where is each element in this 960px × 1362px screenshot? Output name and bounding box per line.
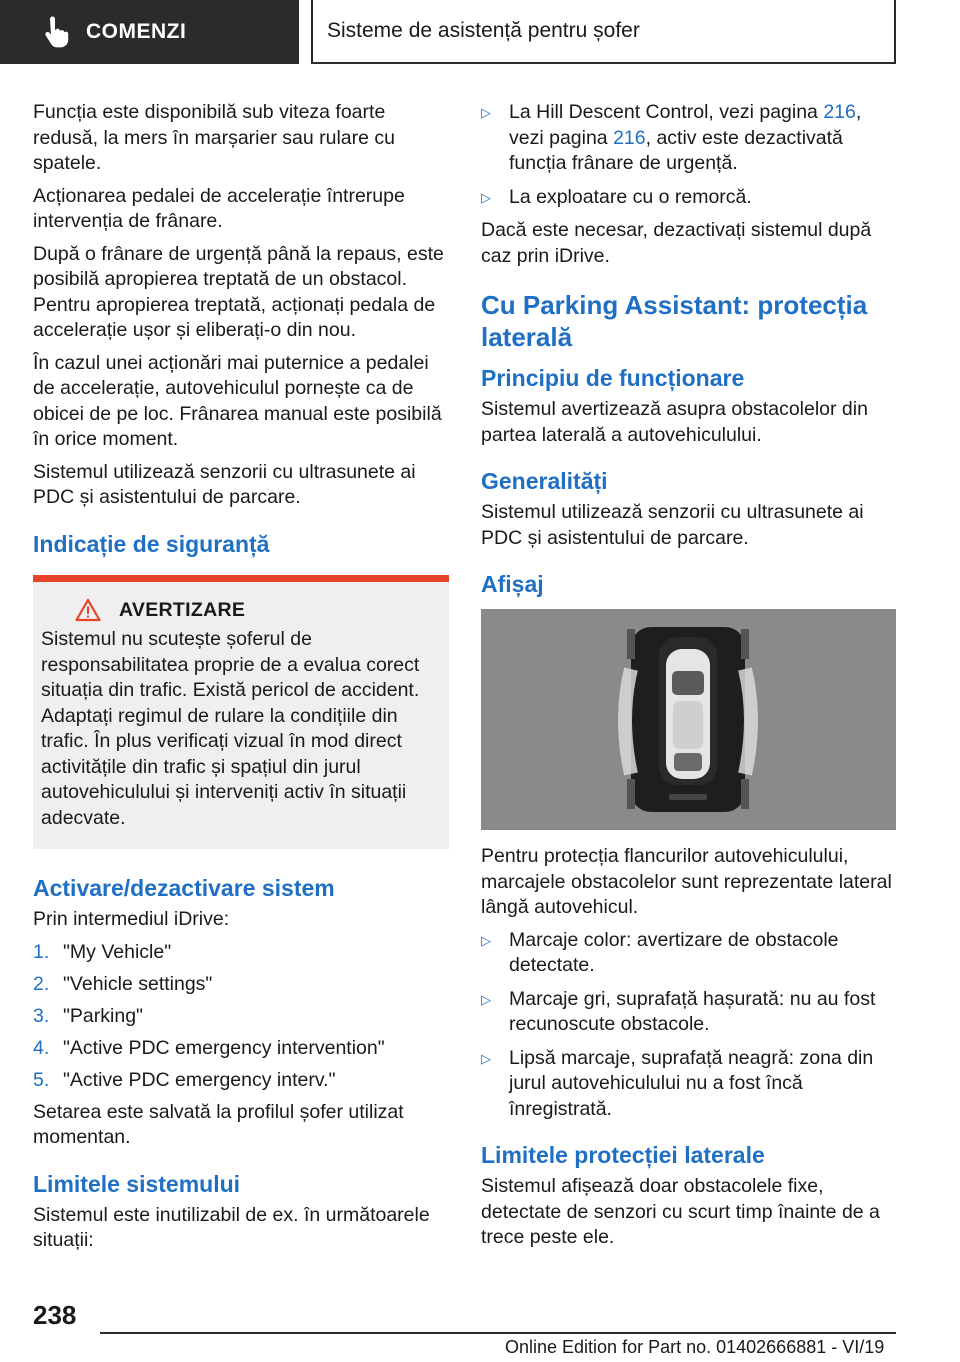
list-item: ▷ Lipsă marcaje, suprafață neagră: zona din jurul autovehiculului nu a fost încă înregistrată. (481, 1046, 896, 1123)
bullet-triangle-icon: ▷ (481, 105, 491, 120)
page-header (0, 0, 960, 66)
list-item: ▷ Marcaje color: avertizare de obstacole detectate. (481, 928, 896, 979)
paragraph: Sistemul avertizează asupra obstacolelor din partea laterală a autovehiculului. (481, 398, 868, 446)
paragraph: Dacă este necesar, dezactivați sistemul după caz prin iDrive. (481, 219, 872, 267)
list-item: 1. "My Vehicle" (33, 940, 172, 963)
heading-parking-assistant: Cu Parking Assistant: protecția laterală (481, 290, 868, 352)
warning-box (33, 575, 449, 850)
list-item: 2. "Vehicle settings" (33, 972, 213, 995)
bullet-triangle-icon: ▷ (481, 991, 491, 1007)
section-label: COMENZI (86, 20, 187, 43)
paragraph: Sistemul este inutilizabil de ex. în următoarele situații: (33, 1203, 430, 1251)
left-column (33, 100, 449, 1261)
paragraph: După o frânare de urgență până la repaus, este posibilă apropierea treptată de un obstacol. Pentru apropierea treptată, acționați pedala de accelerație ușor și eliberați-o din nou. (33, 242, 444, 341)
warning-text: Sistemul nu scutește șoferul de responsabilitatea proprie de a evalua corect situația din trafic. Există pericol de accident. Adaptați regimul de rulare la condițiile din trafic. În plus verificați vizual în mod direct activitățile din trafic și spațiul din jurul autovehiculului și interveniți activ în situații adecvate. (41, 628, 420, 829)
steps-list (33, 940, 449, 1094)
list-item: ▷ Marcaje gri, suprafață hașurată: nu au fost recunoscute obstacole. (481, 987, 896, 1038)
paragraph: În cazul unei acționări mai puternice a pedalei de accelerație, autovehiculul pornește ca de obicei de pe loc. Frânarea manual este posibilă în orice moment. (33, 351, 442, 450)
bullet-list (481, 928, 896, 1123)
list-item: 4. "Active PDC emergency intervention" (33, 1036, 385, 1059)
list-item: 3. "Parking" (33, 1004, 143, 1027)
hand-pointer-icon (38, 15, 72, 49)
heading-principle: Principiu de funcționare (481, 365, 745, 391)
warning-header (41, 598, 441, 624)
heading-activate: Activare/dezactivare sistem (33, 875, 335, 901)
edition-note: Online Edition for Part no. 01402666881 - VI/19 (505, 1337, 885, 1357)
heading-general: Generalități (481, 468, 608, 494)
paragraph: Sistemul utilizează senzorii cu ultrasunete ai PDC și asistentului de parcare. (481, 501, 864, 549)
heading-display: Afișaj (481, 571, 544, 597)
paragraph: Prin intermediul iDrive: (33, 908, 230, 930)
bullet-triangle-icon: ▷ (481, 1050, 491, 1066)
heading-limits: Limitele sistemului (33, 1170, 241, 1197)
side-protection-display-image (481, 609, 896, 830)
footer-divider (100, 1332, 896, 1334)
warning-triangle-icon (75, 598, 101, 622)
page-number: 238 (33, 1300, 77, 1330)
warning-title: AVERTIZARE (119, 598, 246, 621)
page-link[interactable]: 216 (613, 126, 646, 149)
section-tab (0, 0, 299, 64)
bullet-list (481, 100, 896, 210)
list-item: 5. "Active PDC emergency interv." (33, 1068, 336, 1091)
paragraph: Setarea este salvată la profilul șofer utilizat momentan. (33, 1100, 404, 1148)
page-link[interactable]: 216 (823, 101, 856, 123)
bullet-triangle-icon: ▷ (481, 932, 491, 948)
list-item: ▷ La exploatare cu o remorcă. (481, 185, 896, 211)
paragraph: Sistemul utilizează senzorii cu ultrasunete ai PDC și asistentului de parcare. (33, 460, 416, 508)
bullet-triangle-icon: ▷ (481, 189, 491, 205)
chapter-title: Sisteme de asistență pentru șofer (311, 0, 896, 64)
paragraph: Pentru protecția flancurilor autovehiculului, marcajele obstacolelor sunt reprezentate lateral lângă autovehicul. (481, 845, 892, 918)
right-column (481, 100, 896, 1258)
paragraph: Sistemul afișează doar obstacolele fixe, detectate de senzori cu scurt timp înainte de a trece peste ele. (481, 1175, 880, 1248)
paragraph: Funcția este disponibilă sub viteza foarte redusă, la mers în marșarier sau rulare cu spatele. (33, 101, 395, 174)
heading-safety: Indicație de siguranță (33, 530, 270, 557)
paragraph: Acționarea pedalei de accelerație întrerupe intervenția de frânare. (33, 184, 405, 232)
list-item: ▷ La Hill Descent Control, vezi pagina 216, vezi pagina 216, activ este dezactivată funcția frânare de urgență. (481, 100, 896, 177)
heading-side-limits: Limitele protecției laterale (481, 1142, 765, 1168)
